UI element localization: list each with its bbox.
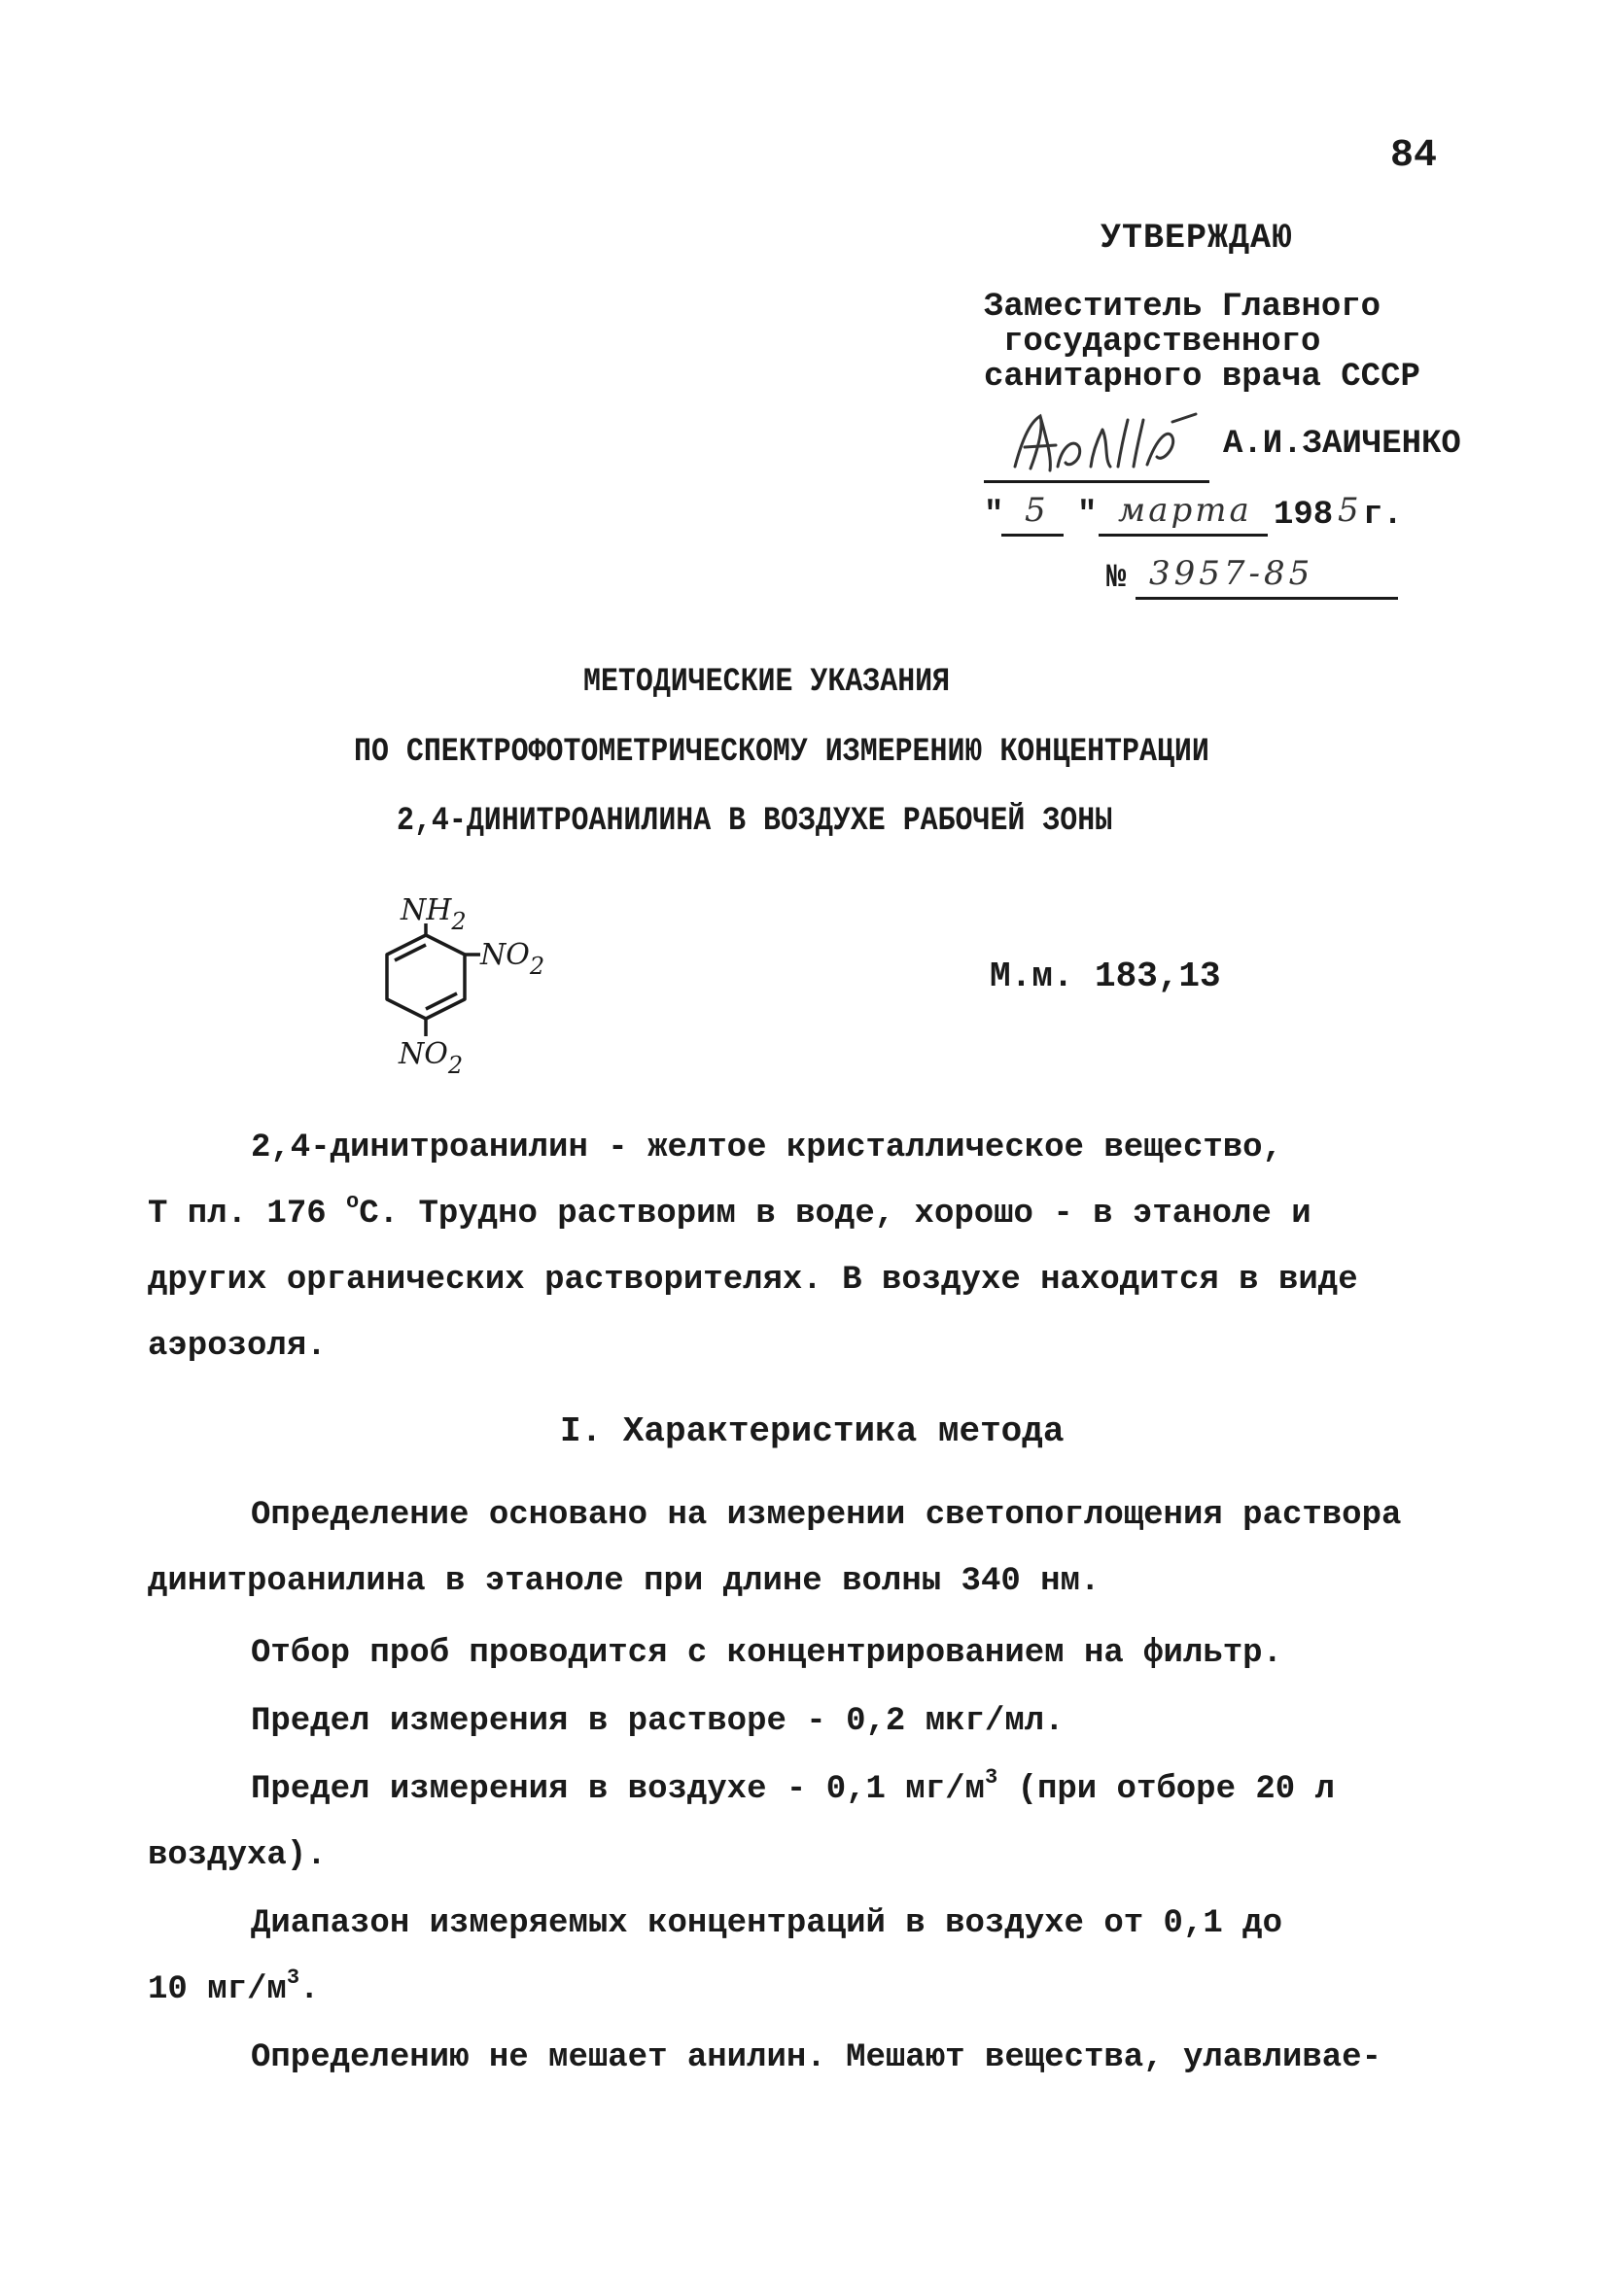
method-p5-end: . [299,1971,320,2008]
date-month: марта [1118,491,1252,530]
intro-line-4: аэрозоля. [148,1328,327,1365]
approver-position-line-2: государственного [1003,324,1321,361]
method-p4-start: Предел измерения в воздухе - 0,1 мг/м [251,1771,985,1808]
date-year-unit: г. [1363,497,1403,534]
date-day-underline [1001,534,1064,537]
method-p4-line-2: воздуха). [148,1837,327,1874]
benzene-ring [387,935,465,1019]
date-day: 5 [1025,491,1049,530]
intro-line-3: других органических растворителях. В воздухе находится в виде [148,1262,1358,1299]
approval-date [984,491,1489,539]
method-p2: Отбор проб проводится с концентрированием на фильтр. [251,1635,1282,1672]
title-line-2: ПО СПЕКТРОФОТОМЕТРИЧЕСКОМУ ИЗМЕРЕНИЮ КОНЦЕНТРАЦИИ [354,734,1209,771]
title-line-3: 2,4-ДИНИТРОАНИЛИНА В ВОЗДУХЕ РАБОЧЕЙ ЗОНЫ [397,803,1113,840]
side-no2-label: $NO_2$ [480,938,545,980]
approver-position-line-3: санитарного врача СССР [984,359,1420,396]
bottom-no2-label: $NO_2$ [399,1037,464,1079]
number-sign: № [1106,560,1127,597]
degree-sign: о [346,1190,360,1214]
handwritten-signature [1001,408,1207,478]
method-p4-superscript: 3 [984,1765,998,1790]
approval-title: УТВЕРЖДАЮ [1101,219,1294,258]
approver-position-line-1: Заместитель Главного [984,289,1381,326]
intro-line-1: 2,4-динитроанилин - желтое кристаллическое вещество, [251,1130,1282,1166]
method-p4-end: (при отборе 20 л [997,1771,1335,1808]
method-p3: Предел измерения в растворе - 0,2 мкг/мл. [251,1703,1065,1740]
nh2-label: $NH_2$ [401,893,467,935]
method-p5-line-2 [148,1966,320,2008]
molar-mass: М.м. 183,13 [990,957,1221,996]
section-1-heading: I. Характеристика метода [560,1411,1065,1451]
approver-name: А.И.ЗАИЧЕНКО [1223,426,1461,463]
page-number: 84 [1390,134,1438,178]
method-p6: Определению не мешает анилин. Мешают вещества, улавливае- [251,2039,1381,2076]
number-value: 3957-85 [1149,554,1314,593]
method-p4-line-1 [251,1765,1335,1808]
date-quote-close: " [1077,497,1098,534]
intro-line-2-end: С. Трудно растворим в воде, хорошо - в этаноле и [359,1196,1311,1233]
method-p5-start: 10 мг/м [148,1971,287,2008]
method-p5-superscript: 3 [286,1966,300,1990]
method-p1-line-2: динитроанилина в этаноле при длине волны 340 нм. [148,1563,1101,1600]
title-line-1: МЕТОДИЧЕСКИЕ УКАЗАНИЯ [583,664,951,701]
number-underline [1136,597,1398,600]
date-quote-open: " [984,497,1004,534]
date-month-underline [1099,534,1268,537]
intro-line-2-start: Т пл. 176 [148,1196,347,1233]
method-p1-line-1: Определение основано на измерении светопоглощения раствора [251,1497,1402,1534]
intro-line-2 [148,1190,1311,1233]
approver-position [984,290,1420,395]
approval-number [1106,554,1398,603]
method-p5-line-1: Диапазон измеряемых концентраций в воздухе от 0,1 до [251,1905,1282,1942]
structural-formula [369,885,564,1098]
date-year-suffix: 5 [1338,491,1362,530]
date-year-prefix: 198 [1274,497,1334,534]
